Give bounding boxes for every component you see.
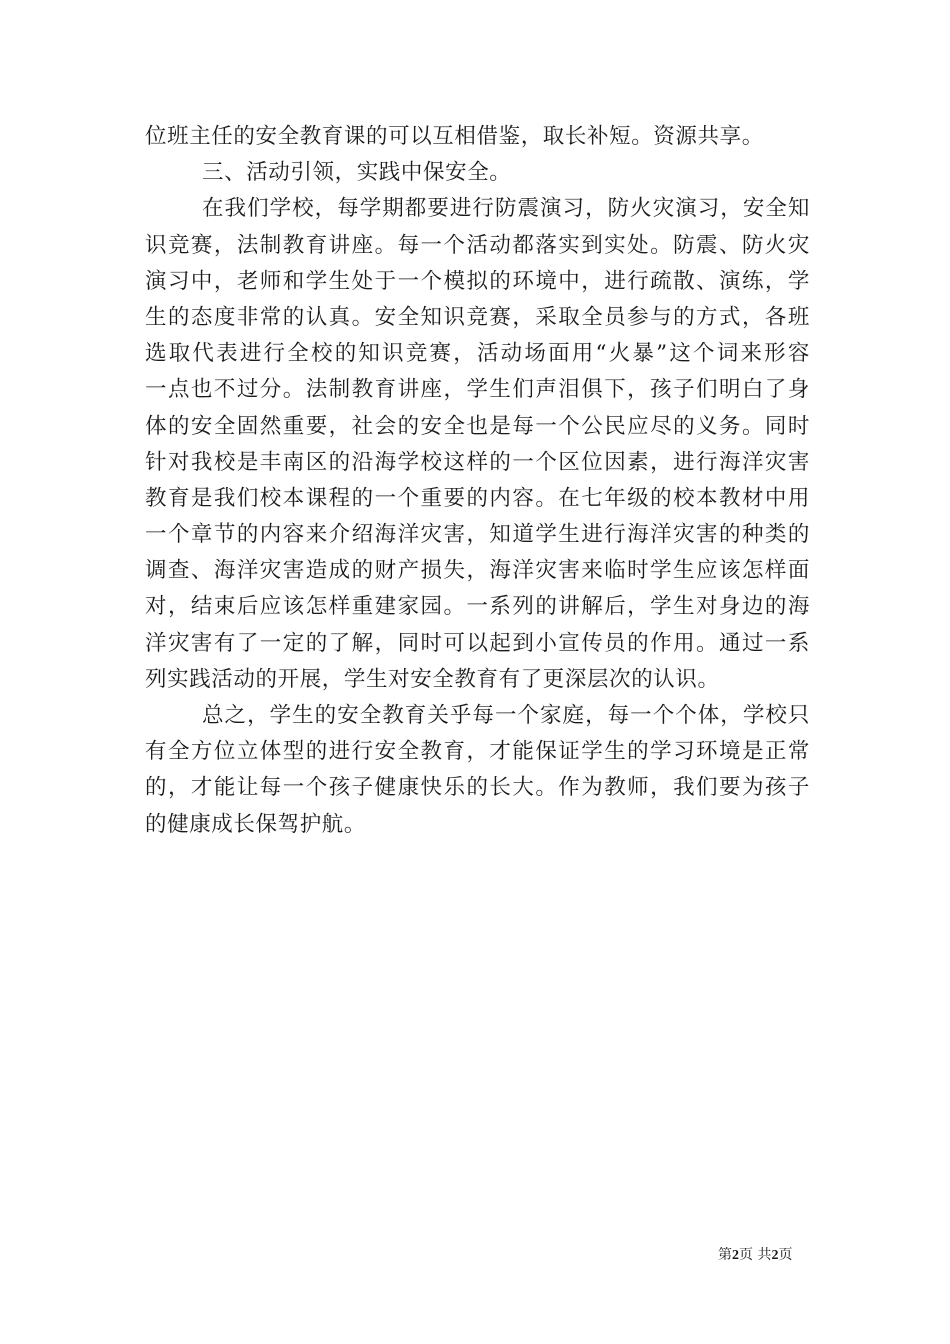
footer-suffix: 页 xyxy=(778,1247,793,1263)
body-text xyxy=(145,119,810,843)
text-line: 生的态度非常的认真。安全知识竞赛，采取全员参与的方式，各班 xyxy=(145,304,810,330)
text-line: 针对我校是丰南区的沿海学校这样的一个区位因素，进行海洋灾害 xyxy=(145,449,810,475)
text-line: 在我们学校，每学期都要进行防震演习，防火灾演习，安全知 xyxy=(202,196,810,222)
section-heading: 三、活动引领，实践中保安全。 xyxy=(202,160,512,186)
text-line: 对，结束后应该怎样重建家园。一系列的讲解后，学生对身边的海 xyxy=(145,594,810,620)
text-line: 的，才能让每一个孩子健康快乐的长大。作为教师，我们要为孩子 xyxy=(145,775,810,801)
current-page-number: 2 xyxy=(732,1248,739,1263)
page-number-footer xyxy=(718,1246,792,1265)
text-line: 教育是我们校本课程的一个重要的内容。在七年级的校本教材中用 xyxy=(145,485,810,511)
text-line: 一点也不过分。法制教育讲座，学生们声泪俱下，孩子们明白了身 xyxy=(145,377,810,403)
footer-middle: 页 共 xyxy=(739,1247,772,1263)
text-line: 有全方位立体型的进行安全教育，才能保证学生的学习环境是正常 xyxy=(145,739,810,765)
text-line: 选取代表进行全校的知识竞赛，活动场面用“火暴”这个词来形容 xyxy=(145,341,810,367)
footer-prefix: 第 xyxy=(718,1247,732,1263)
text-line: 体的安全固然重要，社会的安全也是每一个公民应尽的义务。同时 xyxy=(145,413,810,439)
text-line: 总之，学生的安全教育关乎每一个家庭，每一个个体，学校只 xyxy=(202,703,810,728)
text-line: 的健康成长保驾护航。 xyxy=(145,811,367,837)
total-pages-number: 2 xyxy=(771,1248,779,1263)
text-line: 位班主任的安全教育课的可以互相借鉴，取长补短。资源共享。 xyxy=(145,124,764,149)
text-line: 列实践活动的开展，学生对安全教育有了更深层次的认识。 xyxy=(145,666,720,692)
text-line: 洋灾害有了一定的了解，同时可以起到小宣传员的作用。通过一系 xyxy=(145,630,810,656)
text-line: 一个章节的内容来介绍海洋灾害，知道学生进行海洋灾害的种类的 xyxy=(145,522,810,548)
text-line: 识竞赛，法制教育讲座。每一个活动都落实到实处。防震、防火灾 xyxy=(145,232,810,258)
text-line: 演习中，老师和学生处于一个模拟的环境中，进行疏散、演练，学 xyxy=(145,268,810,294)
text-line: 调查、海洋灾害造成的财产损失，海洋灾害来临时学生应该怎样面 xyxy=(145,558,810,584)
